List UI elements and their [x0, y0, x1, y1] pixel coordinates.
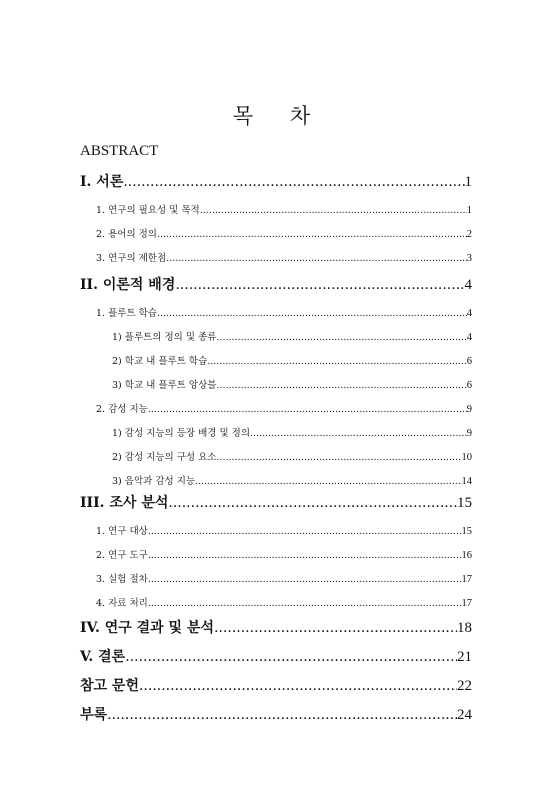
toc-entry-chapter-5[interactable] [80, 646, 472, 666]
toc-entry-label: II. 이론적 배경 [80, 277, 176, 293]
toc-page-number: 4 [466, 308, 472, 319]
toc-entry-label: III. 조사 분석 [80, 495, 169, 511]
toc-page-number: 22 [457, 678, 472, 694]
toc-entry-subsection[interactable] [112, 353, 472, 367]
toc-entry-chapter-4[interactable] [80, 617, 472, 637]
toc-title: 목 차 [232, 104, 313, 128]
leader-dots [207, 356, 467, 367]
abstract-heading[interactable]: ABSTRACT [80, 143, 159, 159]
toc-page-number: 24 [457, 707, 472, 723]
toc-entry-label: 2) 학교 내 플루트 학습 [112, 356, 208, 367]
leader-dots [148, 598, 462, 609]
toc-page-number: 1 [464, 174, 472, 190]
toc-entry-section[interactable] [96, 401, 472, 415]
leader-dots [166, 253, 467, 264]
toc-page-number: 21 [457, 649, 472, 665]
toc-entry-subsection[interactable] [112, 377, 472, 391]
toc-entry-section[interactable] [96, 595, 472, 609]
toc-entry-label: 1. 연구의 필요성 및 목적 [96, 205, 200, 216]
toc-entry-label: 3. 연구의 제한점 [96, 253, 167, 264]
toc-page-number: 6 [466, 356, 472, 367]
toc-entry-section[interactable] [96, 547, 472, 561]
toc-page-number: 9 [466, 428, 472, 439]
toc-page-number: 3 [466, 253, 472, 264]
toc-page-number: 17 [461, 598, 472, 609]
toc-entry-label: 참고 문헌 [80, 678, 139, 694]
leader-dots [168, 495, 457, 511]
toc-page-number: 15 [457, 495, 472, 511]
toc-entry-label: 2. 용어의 정의 [96, 229, 157, 240]
toc-entry-label: 1. 연구 대상 [96, 526, 148, 537]
toc-page-number: 4 [466, 332, 472, 343]
toc-entry-label: 1) 감성 지능의 등장 배경 및 정의 [112, 428, 250, 439]
leader-dots [216, 452, 461, 463]
leader-dots [107, 707, 457, 723]
toc-page-number: 2 [466, 229, 472, 240]
leader-dots [195, 476, 461, 487]
toc-entry-label: 4. 자료 처리 [96, 598, 148, 609]
toc-entry-section[interactable] [96, 202, 472, 216]
toc-entry-label: 1) 플루트의 정의 및 종류 [112, 332, 217, 343]
leader-dots [157, 308, 467, 319]
leader-dots [125, 649, 457, 665]
toc-entry-appendix[interactable] [80, 704, 472, 724]
toc-entry-subsection[interactable] [112, 329, 472, 343]
leader-dots [148, 574, 462, 585]
toc-entry-chapter-3[interactable] [80, 492, 472, 512]
toc-entry-subsection[interactable] [112, 425, 472, 439]
toc-entry-subsection[interactable] [112, 473, 472, 487]
leader-dots [175, 277, 464, 293]
toc-page-number: 6 [466, 380, 472, 391]
toc-entry-chapter-2[interactable] [80, 274, 472, 294]
toc-entry-section[interactable] [96, 226, 472, 240]
toc-entry-label: 2. 연구 도구 [96, 550, 148, 561]
toc-page-number: 14 [461, 476, 472, 487]
leader-dots [250, 428, 467, 439]
toc-page-number: 9 [466, 404, 472, 415]
toc-entry-section[interactable] [96, 305, 472, 319]
toc-entry-subsection[interactable] [112, 449, 472, 463]
leader-dots [148, 404, 467, 415]
toc-page-number: 18 [457, 620, 472, 636]
leader-dots [148, 526, 462, 537]
toc-page-number: 1 [466, 205, 472, 216]
toc-page-number: 10 [461, 452, 472, 463]
toc-page-number: 16 [461, 550, 472, 561]
leader-dots [148, 550, 462, 561]
leader-dots [123, 174, 464, 190]
toc-page-number: 4 [464, 277, 472, 293]
leader-dots [216, 332, 466, 343]
toc-entry-chapter-1[interactable] [80, 171, 472, 191]
leader-dots [214, 620, 457, 636]
toc-entry-label: 부록 [80, 707, 108, 723]
toc-page-number: 17 [461, 574, 472, 585]
toc-page-number: 15 [461, 526, 472, 537]
leader-dots [200, 205, 467, 216]
toc-entry-label: IV. 연구 결과 및 분석 [80, 620, 215, 636]
leader-dots [139, 678, 457, 694]
toc-entry-label: 2) 감성 지능의 구성 요소 [112, 452, 217, 463]
toc-entry-references[interactable] [80, 675, 472, 695]
leader-dots [157, 229, 467, 240]
toc-entry-label: 3) 음악과 감성 지능 [112, 476, 196, 487]
toc-entry-label: 1. 플루트 학습 [96, 308, 157, 319]
leader-dots [216, 380, 466, 391]
toc-entry-section[interactable] [96, 523, 472, 537]
toc-entry-label: 2. 감성 지능 [96, 404, 148, 415]
toc-entry-label: 3) 학교 내 플루트 앙상블 [112, 380, 217, 391]
toc-entry-label: V. 결론 [80, 649, 126, 665]
toc-entry-section[interactable] [96, 250, 472, 264]
toc-entry-section[interactable] [96, 571, 472, 585]
toc-entry-label: 3. 실험 절차 [96, 574, 148, 585]
toc-entry-label: I. 서론 [80, 174, 124, 190]
